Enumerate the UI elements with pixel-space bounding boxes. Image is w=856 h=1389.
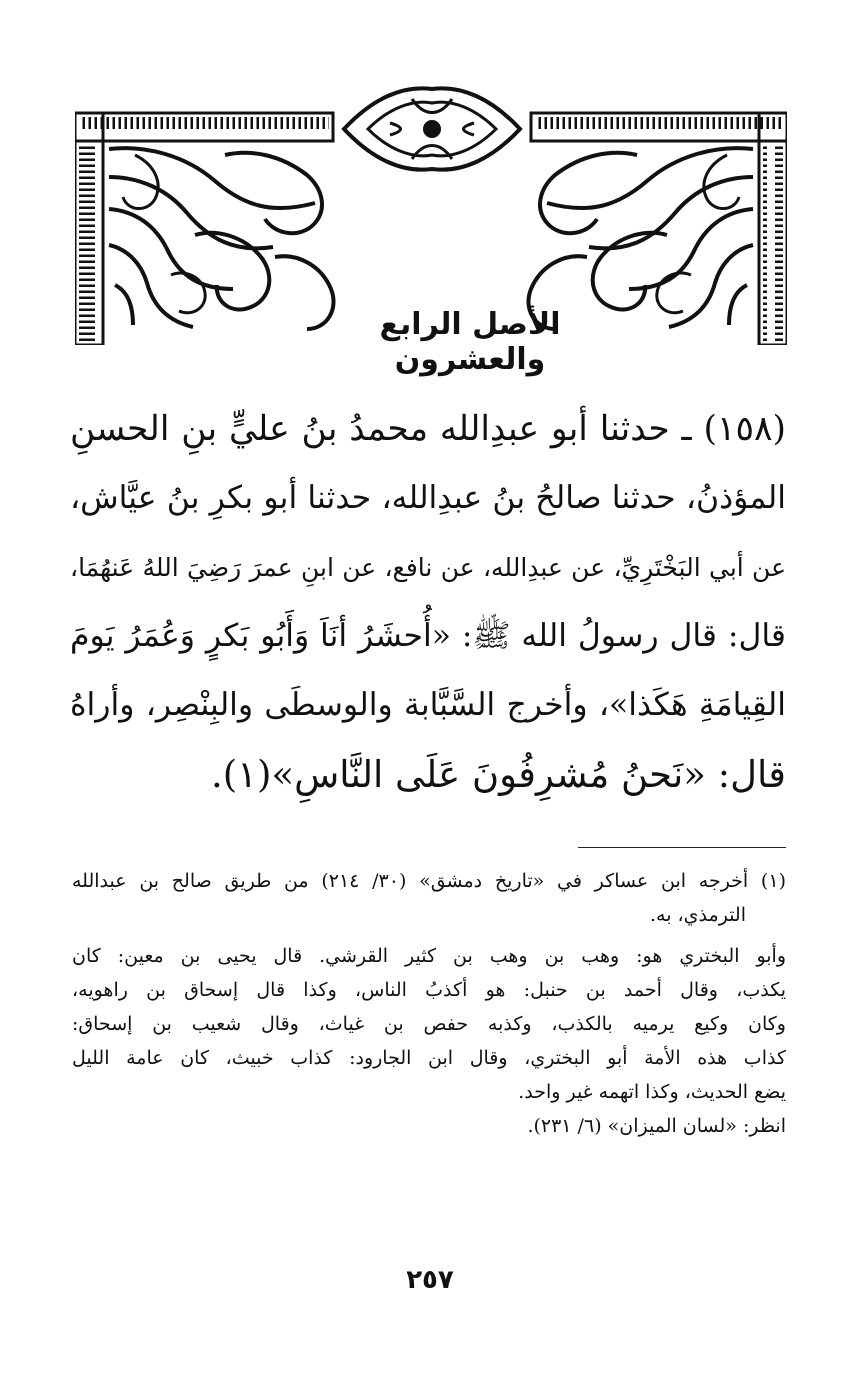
main-text-line: القِيامَةِ هَكَذا»، وأخرج السَّبَّابة والوسطَى والبِنْصِر، وأراهُ (70, 687, 786, 723)
arabesque-ornament-icon (75, 85, 787, 345)
page-number: ٢٥٧ (406, 1265, 454, 1295)
main-text-line: قال: قال رسولُ الله ﷺ: «أُحشَرُ أنَاَ وَأَبُو بَكرٍ وَعُمَرُ يَومَ (70, 618, 786, 654)
main-text (70, 395, 786, 809)
chapter-title: الأصل الرابع والعشرون (379, 307, 561, 377)
footnote-line: (١) أخرجه ابن عساكر في «تاريخ دمشق» (٣٠/ ٢١٤) من طريق صالح بن عبدالله (72, 870, 786, 892)
footnote-line: وأبو البختري هو: وهب بن وهب بن كثير القرشي. قال يحيى بن معين: كان (72, 945, 786, 967)
chapter-header-ornament (75, 85, 787, 377)
footnote-line: انظر: «لسان الميزان» (٦/ ٢٣١). (527, 1115, 786, 1137)
footnotes (72, 864, 786, 1143)
main-text-line: المؤذنُ، حدثنا صالحُ بنُ عبدِالله، حدثنا أبو بكرِ بنُ عيَّاش، (70, 480, 786, 516)
footnote-line: وكان وكيع يرميه بالكذب، وكذبه حفص بن غياث، وقال شعيب بن إسحاق: (72, 1013, 786, 1035)
footnote-line: يكذب، وقال أحمد بن حنبل: هو أكذبُ الناس، وكذا قال إسحاق بن راهويه، (72, 979, 786, 1001)
main-text-line: (١٥٨) ـ حدثنا أبو عبدِالله محمدُ بنُ عليٍّ بنِ الحسنِ (70, 409, 786, 449)
footnote-line: كذاب هذه الأمة أبو البختري، وقال ابن الجارود: كذاب خبيث، كان عامة الليل (72, 1047, 786, 1069)
footnote-line: يضع الحديث، وكذا اتهمه غير واحد. (518, 1081, 786, 1103)
footnote-separator (578, 847, 786, 848)
main-text-line: عن أبي البَخْتَرِيِّ، عن عبدِالله، عن نافع، عن ابنِ عمرَ رَضِيَ اللهُ عَنهُمَا، (70, 553, 786, 582)
footnote-line: الترمذي، به. (650, 904, 746, 926)
main-text-line: قال: «نَحنُ مُشرِفُونَ عَلَى النَّاسِ»(١). (210, 753, 786, 796)
